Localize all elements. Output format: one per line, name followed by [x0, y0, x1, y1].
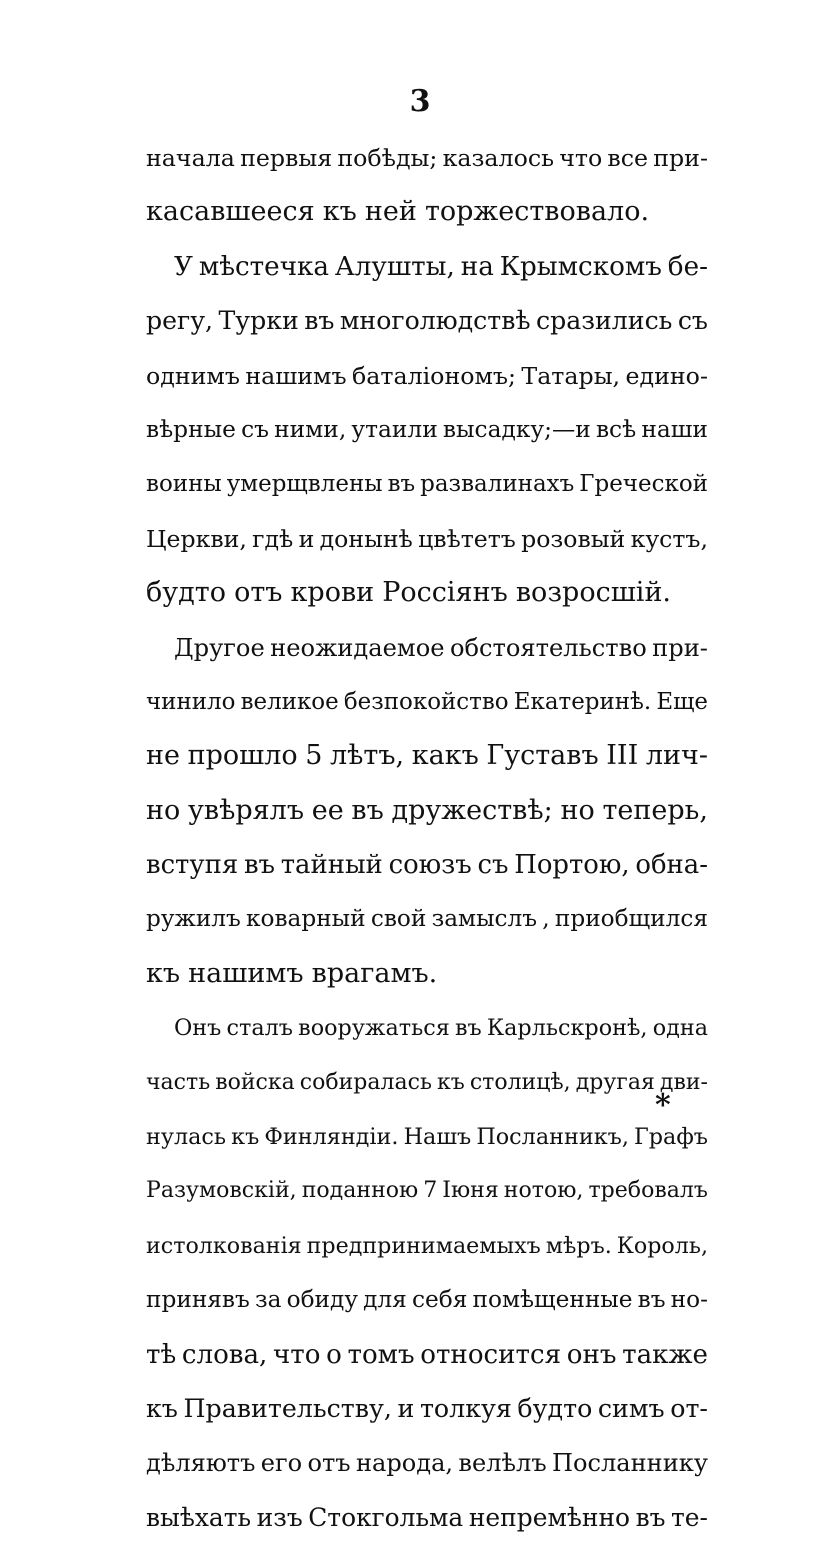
word: ней: [364, 196, 417, 228]
word: дружествѣ;: [391, 794, 553, 826]
word: неожидаемое: [270, 633, 445, 662]
text-line: [146, 410, 708, 464]
word: прошло: [187, 740, 298, 772]
word: Стокгольма: [308, 1502, 464, 1532]
text-line: [146, 301, 708, 355]
word: обна-: [635, 850, 708, 881]
word: возросшiй.: [515, 577, 672, 609]
word: побѣды;: [337, 144, 438, 172]
word: теперь,: [602, 794, 708, 826]
word: увѣрялъ: [187, 794, 304, 826]
word: Нашъ: [403, 1124, 472, 1151]
word: обстоятельство: [449, 633, 647, 662]
word: тайный: [280, 850, 383, 881]
word: 5: [305, 740, 323, 772]
word: Греческой: [579, 471, 708, 498]
word: ними,: [274, 415, 347, 443]
word: въ: [304, 306, 335, 336]
word: цвѣтетъ: [418, 524, 516, 553]
word: Церкви,: [146, 524, 247, 553]
word: казалось: [442, 144, 555, 172]
word: свой: [370, 905, 427, 933]
word: Онъ: [174, 1015, 222, 1042]
word: Графъ: [634, 1124, 708, 1151]
text-line: [146, 954, 708, 1008]
word: коварный: [246, 905, 366, 933]
text-line: [146, 356, 708, 410]
word: Крымскомъ: [499, 251, 662, 282]
word: томъ: [347, 1339, 415, 1370]
word: многолюдствѣ: [339, 306, 531, 336]
word: къ: [437, 1069, 465, 1095]
word: вѣрные: [146, 415, 236, 443]
text-line: [146, 573, 708, 627]
word: Татары,: [521, 361, 621, 390]
word: себя: [411, 1286, 468, 1314]
word: дви-: [659, 1069, 708, 1095]
word: для: [363, 1286, 407, 1314]
word: обиду: [286, 1286, 358, 1314]
word: великое: [240, 688, 339, 715]
word: помѣщенные: [472, 1286, 633, 1314]
word: съ: [241, 415, 269, 443]
word: Россiянъ: [382, 577, 508, 609]
word: часть: [146, 1069, 211, 1095]
word: ружилъ: [146, 905, 241, 933]
word: гдѣ: [252, 524, 294, 553]
word: донынѣ: [319, 524, 413, 553]
word: также: [622, 1339, 708, 1370]
text-line: [146, 1008, 708, 1062]
word: Iюня: [442, 1178, 499, 1204]
word: союзъ: [388, 850, 472, 881]
word: лѣтъ,: [330, 740, 405, 772]
word: какъ: [411, 740, 479, 772]
word: мѣстечка: [198, 251, 330, 282]
word: от-: [670, 1393, 708, 1423]
word: III: [606, 740, 639, 772]
word: Другое: [174, 633, 265, 662]
word: и: [298, 524, 315, 553]
text-line: [146, 138, 708, 192]
word: сталъ: [226, 1015, 293, 1042]
word: на: [460, 251, 494, 282]
word: что: [559, 144, 603, 172]
word: въ: [351, 794, 384, 826]
word: Турки: [218, 306, 299, 336]
word: Финляндiи.: [264, 1124, 399, 1151]
word: бе-: [667, 251, 708, 282]
body-text: [146, 138, 708, 1552]
word: къ: [146, 957, 181, 989]
word: торжествовало.: [424, 196, 650, 228]
text-line: [146, 736, 708, 790]
word: за: [254, 1286, 282, 1314]
word: народа,: [355, 1449, 454, 1478]
word: но: [560, 794, 595, 826]
word: ,: [542, 905, 550, 933]
word: высадку;—и: [442, 415, 591, 443]
word: нашимъ: [245, 361, 347, 390]
word: въ: [243, 850, 275, 881]
word: начала: [146, 144, 235, 172]
word: нулась: [146, 1124, 227, 1151]
word: и: [397, 1393, 415, 1423]
word: дѣляютъ: [146, 1449, 256, 1478]
text-line: [146, 1063, 708, 1117]
word: Разумовскiй,: [146, 1178, 297, 1204]
text-line: [146, 628, 708, 682]
word: все: [607, 144, 649, 172]
word: нотою,: [503, 1178, 584, 1204]
word: истолкованiя: [146, 1232, 302, 1259]
word: те-: [671, 1502, 708, 1532]
word: толкуя: [419, 1393, 512, 1423]
word: о: [326, 1339, 342, 1370]
word: другая: [575, 1069, 655, 1095]
word: въ: [635, 1502, 666, 1532]
word: всѣ: [595, 415, 637, 443]
word: Портою,: [514, 850, 630, 881]
word: собиралась: [299, 1069, 432, 1095]
word: вооружаться: [298, 1015, 450, 1042]
word: къ: [146, 1393, 178, 1423]
word: тѣ: [146, 1339, 177, 1370]
word: воины: [146, 471, 222, 498]
word: утаили: [351, 415, 438, 443]
text-line: [146, 1389, 708, 1443]
word: но-: [670, 1286, 708, 1314]
signature-mark: *: [655, 1088, 671, 1123]
word: непремѣнно: [468, 1502, 631, 1532]
word: Густавъ: [486, 740, 599, 772]
word: У: [174, 251, 193, 282]
text-line: [146, 1335, 708, 1389]
word: приобщился: [554, 905, 708, 933]
word: Король,: [616, 1232, 708, 1259]
word: безпокойство: [343, 688, 509, 715]
word: регу,: [146, 306, 214, 336]
word: наши: [641, 415, 708, 443]
word: мѣръ.: [545, 1232, 612, 1259]
word: велѣлъ: [458, 1449, 547, 1478]
word: отъ: [234, 577, 283, 609]
word: врагамъ.: [311, 957, 438, 989]
word: но: [146, 794, 181, 826]
word: выѣхать: [146, 1502, 252, 1532]
word: къ: [322, 196, 357, 228]
text-line: [146, 464, 708, 518]
text-line: [146, 192, 708, 246]
word: чинило: [146, 688, 236, 715]
word: едино-: [625, 361, 708, 390]
word: въ: [637, 1286, 666, 1314]
word: розовый: [521, 524, 626, 553]
word: при-: [653, 144, 708, 172]
word: ее: [311, 794, 344, 826]
word: Карльскронѣ,: [486, 1015, 648, 1042]
word: развалинахъ: [420, 471, 575, 498]
word: умерщвлены: [226, 471, 383, 498]
word: кустъ,: [630, 524, 708, 553]
word: его: [260, 1449, 303, 1478]
word: касавшееся: [146, 196, 315, 228]
word: изъ: [256, 1502, 303, 1532]
word: съ: [477, 850, 509, 881]
text-line: [146, 1498, 708, 1552]
word: крови: [290, 577, 375, 609]
page-number: 3: [409, 84, 431, 119]
word: въ: [387, 471, 416, 498]
text-line: [146, 899, 708, 953]
word: Екатеринѣ.: [513, 688, 652, 715]
word: лич-: [645, 740, 708, 772]
word: предпринимаемыхъ: [306, 1232, 541, 1259]
word: сразились: [536, 306, 673, 336]
word: слова,: [181, 1339, 268, 1370]
word: съ: [677, 306, 708, 336]
word: отъ: [307, 1449, 351, 1478]
text-line: [146, 845, 708, 899]
word: первыя: [240, 144, 333, 172]
word: Еще: [656, 688, 708, 715]
word: однимъ: [146, 361, 240, 390]
word: замыслъ: [431, 905, 538, 933]
word: войска: [215, 1069, 295, 1095]
word: поданною: [301, 1178, 419, 1204]
text-line: [146, 682, 708, 736]
text-line: [146, 1280, 708, 1334]
word: будто: [146, 577, 226, 609]
word: относится: [420, 1339, 562, 1370]
word: будто: [517, 1393, 593, 1423]
word: симъ: [597, 1393, 665, 1423]
word: Посланнику: [552, 1449, 708, 1478]
text-line: [146, 1443, 708, 1497]
word: Алушты,: [334, 251, 455, 282]
text-line: [146, 247, 708, 301]
word: принявъ: [146, 1286, 250, 1314]
word: къ: [231, 1124, 260, 1151]
text-line: [146, 1117, 708, 1171]
word: баталiономъ;: [351, 361, 516, 390]
word: въ: [454, 1015, 482, 1042]
text-line: [146, 1171, 708, 1225]
text-line: [146, 1226, 708, 1280]
word: требовалъ: [588, 1178, 708, 1204]
word: вступя: [146, 850, 239, 881]
text-line: [146, 519, 708, 573]
word: при-: [652, 633, 708, 662]
text-line: [146, 791, 708, 845]
word: нашимъ: [188, 957, 304, 989]
word: онъ: [566, 1339, 617, 1370]
word: не: [146, 740, 180, 772]
word: одна: [652, 1015, 708, 1042]
word: столицѣ,: [469, 1069, 571, 1095]
word: 7: [423, 1178, 438, 1204]
word: что: [273, 1339, 321, 1370]
word: Правительству,: [183, 1393, 392, 1423]
word: Посланникъ,: [476, 1124, 629, 1151]
